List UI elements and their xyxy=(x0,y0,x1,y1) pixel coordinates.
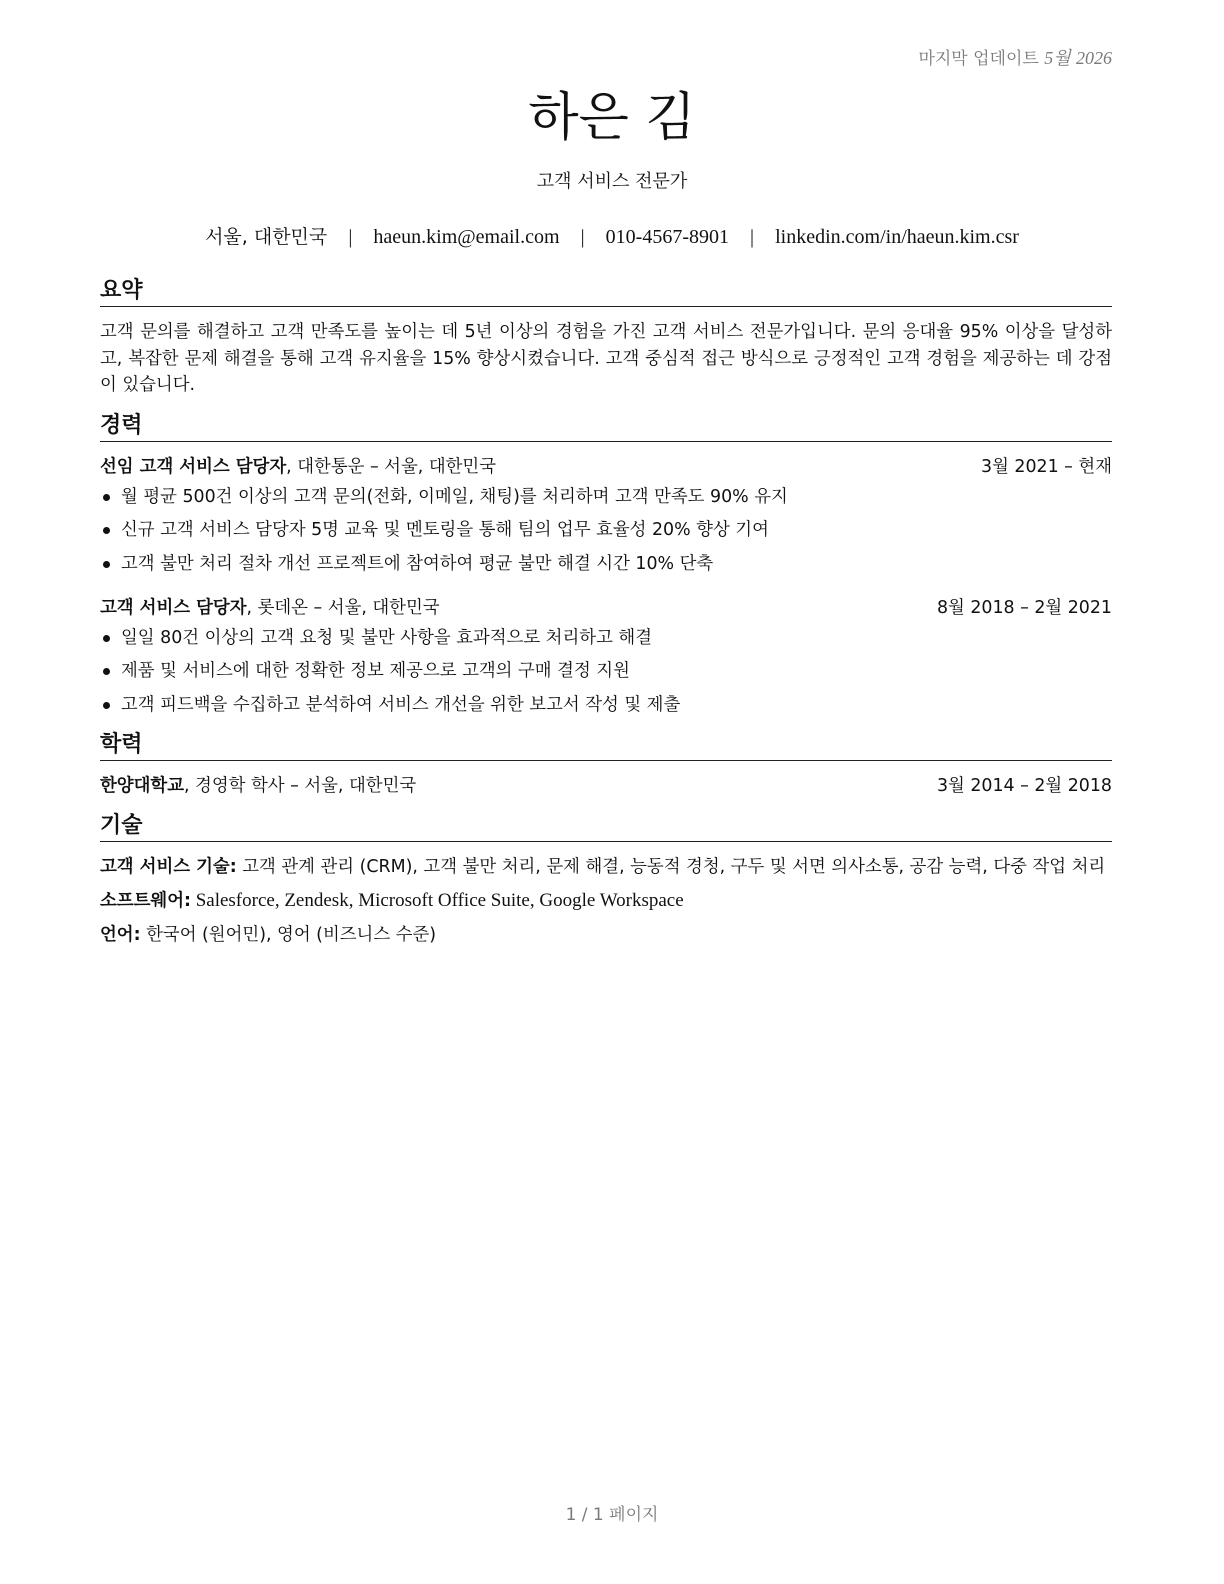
job-bullet: 일일 80건 이상의 고객 요청 및 불만 사항을 효과적으로 처리하고 해결 xyxy=(100,625,1112,651)
job-org: , 롯데온 – 서울, 대한민국 xyxy=(246,597,440,618)
page-number: 1 / 1 페이지 xyxy=(565,1505,659,1525)
skill-label: 언어: xyxy=(100,924,141,945)
resume-body xyxy=(100,276,1112,960)
candidate-role: 고객 서비스 전문가 xyxy=(536,171,688,192)
job-bullets xyxy=(100,484,1112,577)
job-org: , 대한통운 – 서울, 대한민국 xyxy=(286,456,497,477)
last-updated-label: 마지막 업데이트 xyxy=(918,49,1039,69)
contact-line xyxy=(0,224,1224,250)
education-dates: 3월 2014 – 2월 2018 xyxy=(936,775,1112,796)
education-entry xyxy=(100,773,1112,799)
job-bullet: 월 평균 500건 이상의 고객 문의(전화, 이메일, 채팅)를 처리하며 고객 만족도 90% 유지 xyxy=(100,484,1112,510)
experience-section xyxy=(100,411,1112,718)
job-header xyxy=(100,595,1112,621)
skill-value: 고객 관계 관리 (CRM), 고객 불만 처리, 문제 해결, 능동적 경청, 구두 및 서면 의사소통, 공감 능력, 다중 작업 처리 xyxy=(236,856,1106,877)
last-updated-month: 5월 xyxy=(1044,48,1071,68)
job-dates: 3월 2021 – 현재 xyxy=(981,456,1112,477)
education-school: 한양대학교 xyxy=(100,775,184,796)
skill-line xyxy=(100,854,1112,880)
contact-separator: | xyxy=(348,226,353,248)
skill-label: 소프트웨어: xyxy=(100,890,191,911)
skills-heading: 기술 xyxy=(100,811,1112,842)
skill-label: 고객 서비스 기술: xyxy=(100,856,237,877)
job-bullets xyxy=(100,625,1112,718)
education-detail: , 경영학 학사 – 서울, 대한민국 xyxy=(184,775,417,796)
education-section xyxy=(100,730,1112,799)
job-bullet: 신규 고객 서비스 담당자 5명 교육 및 멘토링을 통해 팀의 업무 효율성 20% 향상 기여 xyxy=(100,517,1112,543)
contact-separator: | xyxy=(580,226,585,248)
contact-location: 서울, 대한민국 xyxy=(205,226,328,248)
last-updated xyxy=(918,44,1112,70)
contact-phone: 010-4567-8901 xyxy=(605,226,729,248)
contact-email-link[interactable]: haeun.kim@email.com xyxy=(373,226,560,248)
job-header xyxy=(100,454,1112,480)
summary-heading: 요약 xyxy=(100,276,1112,307)
job-bullet: 고객 피드백을 수집하고 분석하여 서비스 개선을 위한 보고서 작성 및 제출 xyxy=(100,692,1112,718)
job-bullet: 고객 불만 처리 절차 개선 프로젝트에 참여하여 평균 불만 해결 시간 10% 단축 xyxy=(100,551,1112,577)
skill-value: Salesforce, Zendesk, Microsoft Office Suite, Google Workspace xyxy=(190,889,684,911)
contact-linkedin-link[interactable]: linkedin.com/in/haeun.kim.csr xyxy=(775,226,1019,248)
skills-section xyxy=(100,811,1112,948)
contact-separator: | xyxy=(750,226,755,248)
job-entry xyxy=(100,595,1112,718)
last-updated-year: 2026 xyxy=(1076,48,1112,68)
candidate-name: 하은 김 xyxy=(528,88,696,148)
summary-text: 고객 문의를 해결하고 고객 만족도를 높이는 데 5년 이상의 경험을 가진 고객 서비스 전문가입니다. 문의 응대율 95% 이상을 달성하고, 복잡한 문제 해결을 통해 고객 유지율을 15% 향상시켰습니다. 고객 중심적 접근 방식으로 긍정적인 고객 경험을 제공하는 데 강점이 있습니다. xyxy=(100,322,1113,395)
skill-line xyxy=(100,888,1112,914)
summary-section xyxy=(100,276,1112,399)
skill-line xyxy=(100,922,1112,948)
job-entry xyxy=(100,454,1112,577)
job-title: 고객 서비스 담당자 xyxy=(100,597,247,618)
experience-heading: 경력 xyxy=(100,411,1112,442)
education-heading: 학력 xyxy=(100,730,1112,761)
job-bullet: 제품 및 서비스에 대한 정확한 정보 제공으로 고객의 구매 결정 지원 xyxy=(100,658,1112,684)
job-dates: 8월 2018 – 2월 2021 xyxy=(936,597,1112,618)
skill-value: 한국어 (원어민), 영어 (비즈니스 수준) xyxy=(140,924,437,945)
job-title: 선임 고객 서비스 담당자 xyxy=(100,456,287,477)
